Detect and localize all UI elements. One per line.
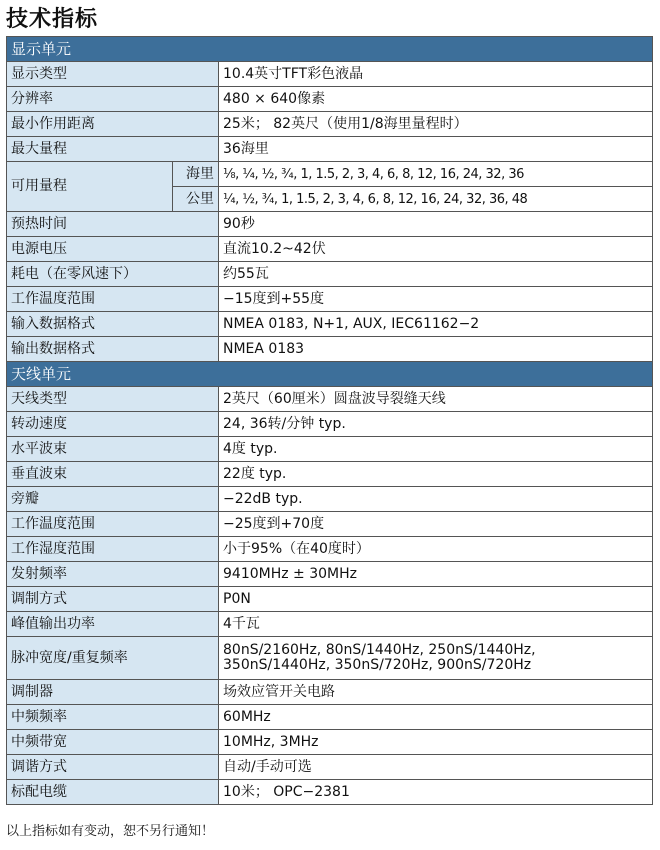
table-row: [7, 237, 653, 262]
table-row: [7, 462, 653, 487]
table-row: [7, 337, 653, 362]
row-label: 最大量程: [7, 137, 219, 162]
row-value: 场效应管开关电路: [219, 680, 653, 705]
row-value: 4千瓦: [219, 612, 653, 637]
row-value: 10.4英寸TFT彩色液晶: [219, 62, 653, 87]
pulse-line-1: 80nS/2160Hz, 80nS/1440Hz, 250nS/1440Hz,: [223, 642, 536, 658]
row-value: 10米； OPC−2381: [219, 780, 653, 805]
row-label: 天线类型: [7, 387, 219, 412]
footnote: 以上指标如有变动，恕不另行通知！: [6, 824, 215, 839]
row-value: 22度 typ.: [219, 462, 653, 487]
row-label: 标配电缆: [7, 780, 219, 805]
row-label: 峰值输出功率: [7, 612, 219, 637]
table-row: [7, 487, 653, 512]
row-value: 480 × 640像素: [219, 87, 653, 112]
spec-table: [6, 36, 653, 805]
range-sublabel-nm: 海里: [173, 162, 219, 187]
row-label: 电源电压: [7, 237, 219, 262]
section-title: 显示单元: [7, 37, 653, 62]
table-row: [7, 680, 653, 705]
table-row: [7, 212, 653, 237]
page-title: 技术指标: [6, 7, 99, 32]
row-label: 水平波束: [7, 437, 219, 462]
row-label: 旁瓣: [7, 487, 219, 512]
row-label: 中频带宽: [7, 730, 219, 755]
row-value: 2英尺（60厘米）圆盘波导裂缝天线: [219, 387, 653, 412]
row-value: 90秒: [219, 212, 653, 237]
table-row: [7, 287, 653, 312]
range-values-nm: ⅛, ¼, ½, ¾, 1, 1.5, 2, 3, 4, 6, 8, 12, 16, 24, 32, 36: [219, 162, 653, 187]
table-row: [7, 387, 653, 412]
row-value: 10MHz, 3MHz: [219, 730, 653, 755]
row-label: 工作温度范围: [7, 287, 219, 312]
table-row: [7, 637, 653, 680]
row-label: 转动速度: [7, 412, 219, 437]
row-value: NMEA 0183, N+1, AUX, IEC61162−2: [219, 312, 653, 337]
row-label: 中频频率: [7, 705, 219, 730]
table-row: [7, 137, 653, 162]
row-value: −15度到+55度: [219, 287, 653, 312]
range-sublabel-km: 公里: [173, 187, 219, 212]
table-row: [7, 612, 653, 637]
row-value: 60MHz: [219, 705, 653, 730]
row-label: 可用量程: [7, 162, 173, 212]
pulse-line-2: 350nS/1440Hz, 350nS/720Hz, 900nS/720Hz: [223, 657, 532, 673]
table-row: [7, 112, 653, 137]
row-label: 分辨率: [7, 87, 219, 112]
table-row: [7, 87, 653, 112]
row-label: 最小作用距离: [7, 112, 219, 137]
row-value: 24, 36转/分钟 typ.: [219, 412, 653, 437]
range-values-km: ¼, ½, ¾, 1, 1.5, 2, 3, 4, 6, 8, 12, 16, 24, 32, 36, 48: [219, 187, 653, 212]
row-value: [219, 637, 653, 680]
table-row: [7, 780, 653, 805]
row-label: 发射频率: [7, 562, 219, 587]
section-header-display: [7, 37, 653, 62]
table-row: [7, 537, 653, 562]
row-value: 4度 typ.: [219, 437, 653, 462]
row-value: −22dB typ.: [219, 487, 653, 512]
section-title: 天线单元: [7, 362, 653, 387]
section-header-antenna: [7, 362, 653, 387]
row-label: 脉冲宽度/重复频率: [7, 637, 219, 680]
row-label: 调制方式: [7, 587, 219, 612]
table-row: [7, 730, 653, 755]
table-row: [7, 587, 653, 612]
row-label: 显示类型: [7, 62, 219, 87]
table-row: [7, 312, 653, 337]
row-value: 自动/手动可选: [219, 755, 653, 780]
row-value: 25米； 82英尺（使用1/8海里量程时）: [219, 112, 653, 137]
row-label: 输出数据格式: [7, 337, 219, 362]
table-row: [7, 562, 653, 587]
row-label: 调制器: [7, 680, 219, 705]
table-row: [7, 412, 653, 437]
row-value: 9410MHz ± 30MHz: [219, 562, 653, 587]
row-label: 耗电（在零风速下）: [7, 262, 219, 287]
row-label: 输入数据格式: [7, 312, 219, 337]
row-label: 调谐方式: [7, 755, 219, 780]
table-row: [7, 162, 653, 187]
row-value: 约55瓦: [219, 262, 653, 287]
row-value: NMEA 0183: [219, 337, 653, 362]
row-label: 预热时间: [7, 212, 219, 237]
table-row: [7, 262, 653, 287]
row-value: 36海里: [219, 137, 653, 162]
row-label: 工作湿度范围: [7, 537, 219, 562]
table-row: [7, 437, 653, 462]
table-row: [7, 705, 653, 730]
row-value: P0N: [219, 587, 653, 612]
row-value: −25度到+70度: [219, 512, 653, 537]
table-row: [7, 512, 653, 537]
row-label: 垂直波束: [7, 462, 219, 487]
row-label: 工作温度范围: [7, 512, 219, 537]
row-value: 小于95%（在40度时）: [219, 537, 653, 562]
table-row: [7, 62, 653, 87]
table-row: [7, 755, 653, 780]
row-value: 直流10.2~42伏: [219, 237, 653, 262]
